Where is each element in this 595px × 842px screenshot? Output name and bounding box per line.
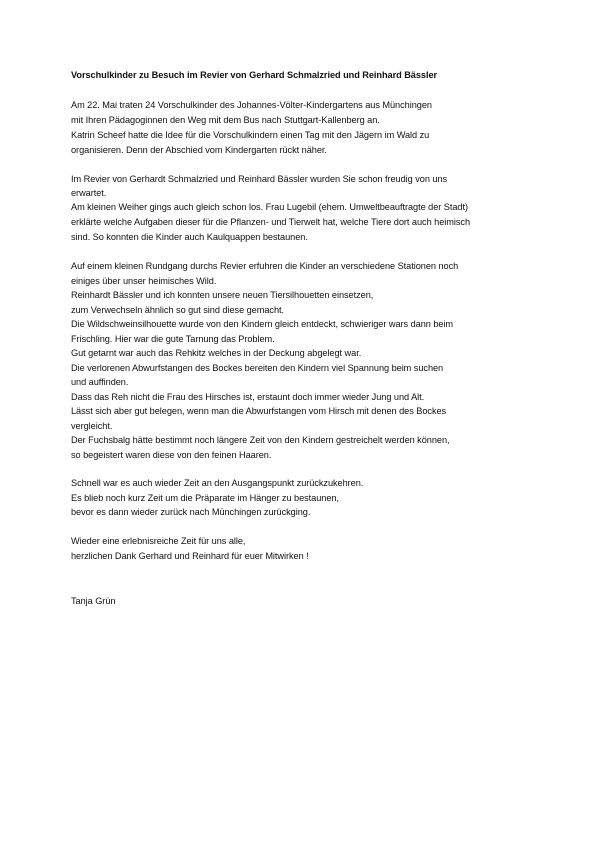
paragraph-3-line-9: und auffinden.	[71, 377, 129, 387]
paragraph-5-line-2: herzlichen Dank Gerhard und Reinhard für euer Mitwirken !	[71, 551, 309, 561]
paragraph-3-line-14: so begeistert waren diese von den feinen Haaren.	[71, 450, 272, 460]
paragraph-4-line-2: Es blieb noch kurz Zeit um die Präparate im Hänger zu bestaunen,	[71, 493, 339, 503]
paragraph-2-line-1: Im Revier von Gerhardt Schmalzried und Reinhard Bässler wurden Sie schon freudig von uns	[71, 174, 448, 184]
paragraph-1-line-3: Katrin Scheef hatte die Idee für die Vorschulkindern einen Tag mit den Jägern im Wald zu	[71, 130, 430, 140]
paragraph-3-line-10: Dass das Reh nicht die Frau des Hirsches ist, erstaunt doch immer wieder Jung und Alt.	[71, 392, 425, 402]
paragraph-3-line-13: Der Fuchsbalg hätte bestimmt noch längere Zeit von den Kindern gestreichelt werden können,	[71, 435, 450, 445]
paragraph-3-line-8: Die verlorenen Abwurfstangen des Bockes bereiten den Kindern viel Spannung beim suchen	[71, 363, 444, 373]
paragraph-3-line-2: einiges über unser heimisches Wild.	[71, 276, 217, 286]
document-title: Vorschulkinder zu Besuch im Revier von Gerhard Schmalzried und Reinhard Bässler	[71, 70, 438, 80]
paragraph-2-line-2: erwartet.	[71, 188, 107, 198]
paragraph-3-line-4: zum Verwechseln ähnlich so gut sind diese gemacht.	[71, 305, 285, 315]
paragraph-1-line-4: organisieren. Denn der Abschied vom Kindergarten rückt näher.	[71, 145, 327, 155]
paragraph-5-line-1: Wieder eine erlebnisreiche Zeit für uns alle,	[71, 536, 246, 546]
paragraph-2-line-4: erklärte welche Aufgaben dieser für die Pflanzen- und Tierwelt hat, welche Tiere dort auch heimisch	[71, 217, 471, 227]
paragraph-2-line-5: sind. So konnten die Kinder auch Kaulquappen bestaunen.	[71, 232, 308, 242]
paragraph-1-line-1: Am 22. Mai traten 24 Vorschulkinder des Johannes-Völter-Kindergartens aus Münchingen	[71, 100, 432, 110]
paragraph-1-line-2: mit Ihren Pädagoginnen den Weg mit dem Bus nach Stuttgart-Kallenberg an.	[71, 115, 380, 125]
paragraph-3-line-1: Auf einem kleinen Rundgang durchs Revier erfuhren die Kinder an verschiedene Stationen noch	[71, 261, 459, 271]
paragraph-4-line-3: bevor es dann wieder zurück nach Münchingen zurückging.	[71, 507, 311, 517]
paragraph-3-line-6: Frischling. Hier war die gute Tarnung das Problem.	[71, 334, 275, 344]
paragraph-3-line-5: Die Wildschweinsilhouette wurde von den Kindern gleich entdeckt, schwieriger wars dann beim	[71, 319, 454, 329]
paragraph-3-line-3: Reinhardt Bässler und ich konnten unsere neuen Tiersilhouetten einsetzen,	[71, 290, 374, 300]
signature-name: Tanja Grün	[71, 596, 116, 606]
paragraph-2-line-3: Am kleinen Weiher gings auch gleich schon los. Frau Lugebil (ehem. Umweltbeauftragte der Stadt)	[71, 202, 468, 212]
paragraph-3-line-11: Lässt sich aber gut belegen, wenn man die Abwurfstangen vom Hirsch mit denen des Bockes	[71, 406, 447, 416]
paragraph-4-line-1: Schnell war es auch wieder Zeit an den Ausgangspunkt zurückzukehren.	[71, 478, 364, 488]
paragraph-3-line-12: vergleicht.	[71, 421, 113, 431]
paragraph-3-line-7: Gut getarnt war auch das Rehkitz welches in der Deckung abgelegt war.	[71, 348, 362, 358]
